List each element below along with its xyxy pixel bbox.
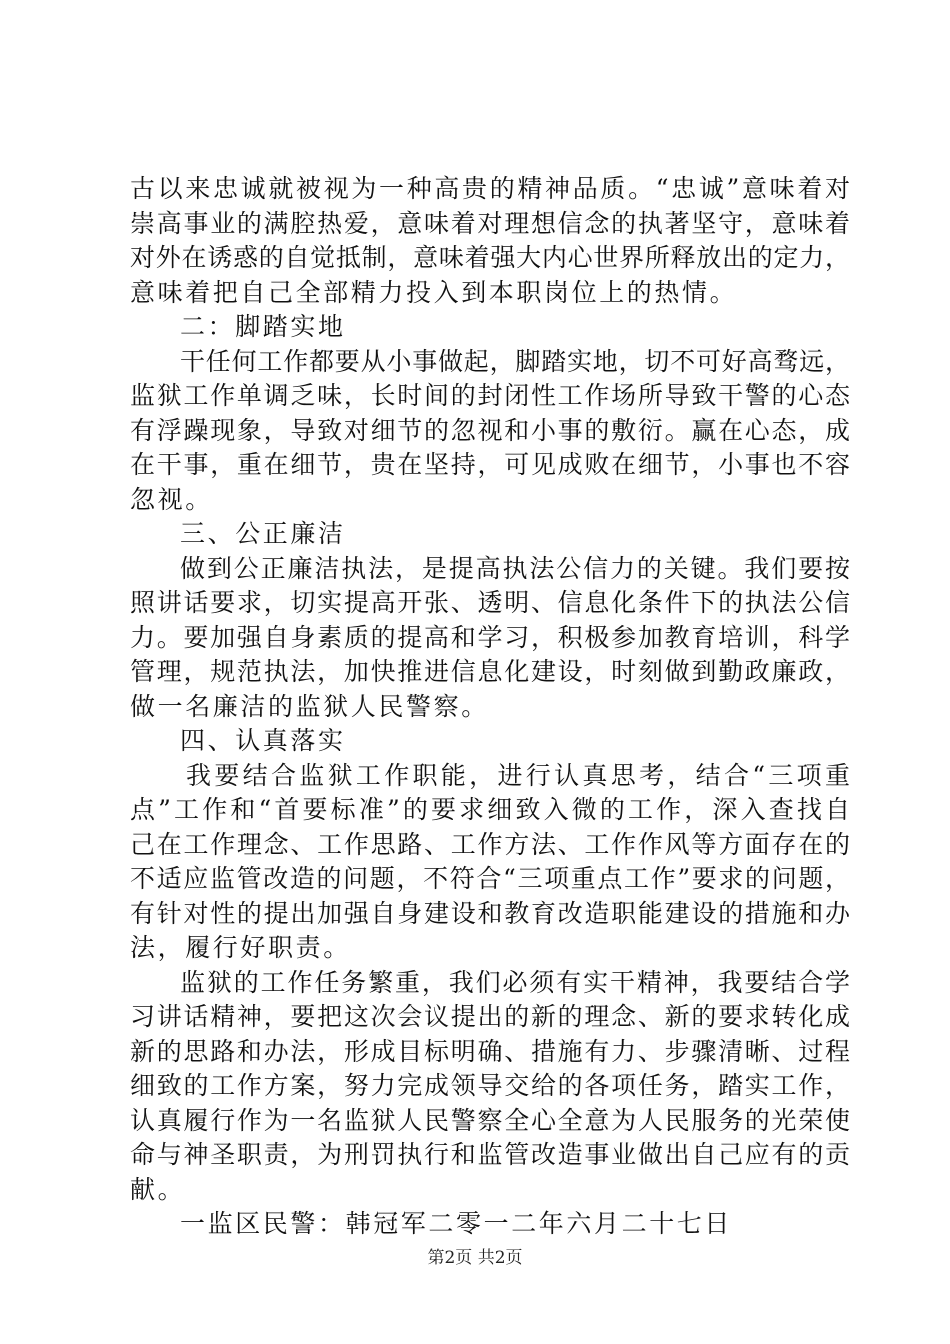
text-line: 献。 — [130, 1174, 186, 1204]
text-line: 不适应监管改造的问题，不符合“三项重点工作”要求的问题， — [130, 864, 850, 893]
text-line: 古以来忠诚就被视为一种高贵的精神品质。“忠诚”意味着对 — [130, 174, 850, 203]
section-heading: 三、公正廉洁 — [180, 519, 346, 548]
text-line: 干任何工作都要从小事做起，脚踏实地，切不可好高骛远， — [180, 346, 850, 376]
text-line: 新的思路和办法，形成目标明确、措施有力、步骤清晰、过程 — [130, 1036, 850, 1066]
section-heading: 二：脚踏实地 — [180, 312, 346, 341]
signature-line: 一监区民警：韩冠军二零一二年六月二十七日 — [180, 1209, 733, 1238]
text-line: 有浮躁现象，导致对细节的忽视和小事的敷衍。赢在心态，成 — [130, 415, 850, 445]
text-line: 己在工作理念、工作思路、工作方法、工作作风等方面存在的 — [130, 829, 850, 859]
text-line: 力。要加强自身素质的提高和学习，积极参加教育培训，科学 — [130, 622, 850, 652]
text-line: 认真履行作为一名监狱人民警察全心全意为人民服务的光荣使 — [130, 1105, 850, 1135]
page-number-footer: 第2页 共2页 — [427, 1248, 523, 1268]
text-line: 命与神圣职责，为刑罚执行和监管改造事业做出自己应有的贡 — [130, 1140, 850, 1169]
text-line: 管理，规范执法，加快推进信息化建设，时刻做到勤政廉政， — [130, 657, 850, 686]
text-line: 法，履行好职责。 — [130, 933, 351, 962]
text-line: 在干事，重在细节，贵在坚持，可见成败在细节，小事也不容 — [130, 450, 850, 479]
text-line: 意味着把自己全部精力投入到本职岗位上的热情。 — [130, 277, 738, 307]
text-line: 点”工作和“首要标准”的要求细致入微的工作，深入查找自 — [130, 795, 850, 824]
text-line: 做一名廉洁的监狱人民警察。 — [130, 691, 489, 721]
text-line: 有针对性的提出加强自身建设和教育改造职能建设的措施和办 — [130, 898, 850, 928]
text-line: 监狱工作单调乏味，长时间的封闭性工作场所导致干警的心态 — [130, 381, 850, 410]
text-line: 监狱的工作任务繁重，我们必须有实干精神，我要结合学 — [180, 967, 850, 997]
text-line: 习讲话精神，要把这次会议提出的新的理念、新的要求转化成 — [130, 1002, 850, 1031]
text-line: 崇高事业的满腔热爱，意味着对理想信念的执著坚守，意味着 — [130, 208, 850, 238]
text-line: 对外在诱惑的自觉抵制，意味着强大内心世界所释放出的定力， — [130, 243, 850, 272]
document-body — [130, 172, 850, 1242]
text-line: 细致的工作方案，努力完成领导交给的各项任务，踏实工作， — [130, 1071, 850, 1100]
text-line: 忽视。 — [130, 484, 213, 514]
text-line: 我要结合监狱工作职能，进行认真思考，结合“三项重 — [186, 760, 850, 790]
section-heading: 四、认真落实 — [180, 726, 346, 755]
text-line: 做到公正廉洁执法，是提高执法公信力的关键。我们要按 — [180, 553, 850, 583]
text-line: 照讲话要求，切实提高开张、透明、信息化条件下的执法公信 — [130, 588, 850, 617]
